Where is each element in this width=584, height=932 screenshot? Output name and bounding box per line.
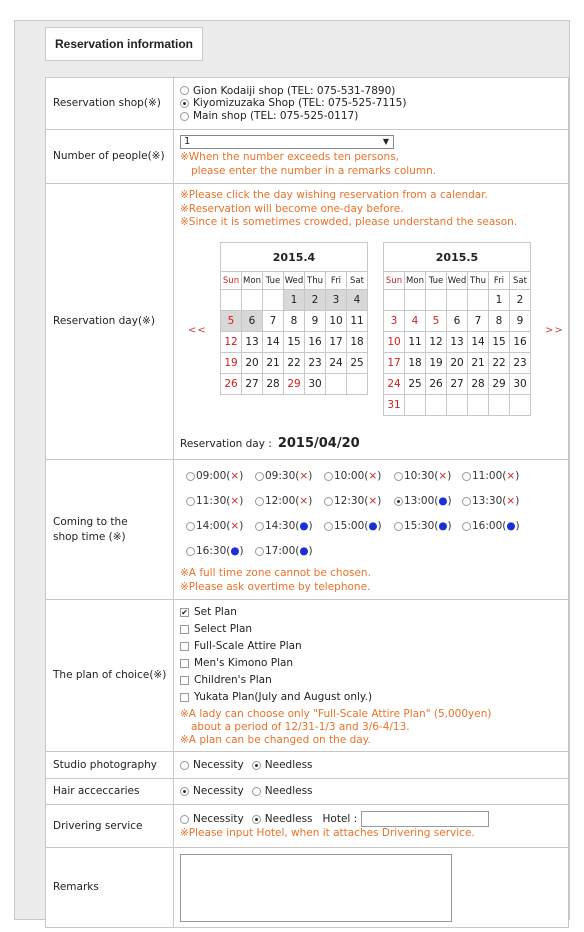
time-slot[interactable]	[186, 520, 243, 532]
weekday-header: Wed	[447, 272, 468, 290]
paren: )	[308, 520, 313, 532]
calendar-empty-cell	[489, 395, 510, 416]
full-mark-icon: ×	[299, 495, 309, 507]
time-slot-radio[interactable]	[186, 497, 195, 506]
time-slot-radio[interactable]	[324, 522, 333, 531]
weekday-header: Mon	[405, 272, 426, 290]
time-slot-time: 15:30	[404, 520, 435, 532]
calendar-day[interactable]: 25	[347, 353, 368, 374]
paren: (	[502, 495, 507, 507]
calendar-day[interactable]: 26	[426, 374, 447, 395]
paren: (	[364, 470, 369, 482]
calendar-day[interactable]: 16	[305, 332, 326, 353]
calendar-day[interactable]: 6	[447, 311, 468, 332]
paren: )	[447, 520, 452, 532]
calendar-may	[383, 242, 531, 416]
calendar-empty-cell	[426, 290, 447, 311]
people-note-1: ※When the number exceeds ten persons,	[180, 150, 400, 163]
time-slot-radio[interactable]	[255, 497, 264, 506]
paren: (	[295, 545, 300, 557]
calendar-day[interactable]: 24	[384, 374, 405, 395]
calendar-day[interactable]: 8	[284, 311, 305, 332]
day-note-3: ※Since it is sometimes crowded, please understand the season.	[180, 216, 518, 229]
calendar-day[interactable]: 25	[405, 374, 426, 395]
paren: )	[239, 520, 244, 532]
available-mark-icon: ●	[438, 495, 448, 507]
paren: (	[434, 495, 439, 507]
plan-option-label: Men's Kimono Plan	[194, 657, 294, 670]
calendar-day[interactable]: 19	[426, 353, 447, 374]
time-slot-radio[interactable]	[255, 547, 264, 556]
time-slot-radio[interactable]	[255, 472, 264, 481]
shop-option-main[interactable]	[180, 110, 568, 123]
plan-option-label: Yukata Plan(July and August only.)	[194, 691, 373, 704]
calendar-day[interactable]: 22	[284, 353, 305, 374]
studio-label: Studio photography	[46, 752, 174, 779]
calendar-day[interactable]: 9	[510, 311, 531, 332]
next-month-button[interactable]: >>	[545, 325, 564, 336]
calendar-empty-cell	[384, 290, 405, 311]
calendar-day[interactable]: 23	[305, 353, 326, 374]
calendar-day[interactable]: 2	[510, 290, 531, 311]
weekday-header: Wed	[284, 272, 305, 290]
calendar-day[interactable]: 29	[284, 374, 305, 395]
shop-option-label: Gion Kodaiji shop (TEL: 075-531-7890)	[193, 84, 396, 97]
time-slot-radio[interactable]	[462, 522, 471, 531]
calendar-day[interactable]: 20	[242, 353, 263, 374]
calendar-empty-cell	[447, 290, 468, 311]
calendar-day[interactable]: 3	[384, 311, 405, 332]
calendar-day[interactable]: 13	[242, 332, 263, 353]
paren: )	[447, 470, 452, 482]
paren: (	[295, 520, 300, 532]
calendar-day: 6	[242, 311, 263, 332]
time-note-2: ※Please ask overtime by telephone.	[180, 580, 371, 593]
time-slot[interactable]	[324, 495, 381, 507]
remarks-label: Remarks	[46, 848, 174, 928]
calendar-day[interactable]: 8	[489, 311, 510, 332]
available-mark-icon: ●	[438, 520, 448, 532]
calendar-day[interactable]: 27	[447, 374, 468, 395]
time-label-line: Coming to the	[53, 516, 128, 529]
full-mark-icon: ×	[368, 470, 378, 482]
calendar-day[interactable]: 17	[326, 332, 347, 353]
calendar-month-title: 2015.5	[384, 243, 531, 272]
time-slot[interactable]	[462, 470, 519, 482]
full-mark-icon: ×	[230, 470, 240, 482]
time-slot-radio[interactable]	[186, 547, 195, 556]
paren: )	[239, 470, 244, 482]
calendar-empty-cell	[468, 290, 489, 311]
day-note-2: ※Reservation will become one-day before.	[180, 202, 404, 215]
weekday-header: Fri	[326, 272, 347, 290]
time-slot-radio[interactable]	[462, 497, 471, 506]
calendar-day: 4	[347, 290, 368, 311]
calendar-day[interactable]: 31	[384, 395, 405, 416]
calendar-day[interactable]: 11	[347, 311, 368, 332]
paren: )	[515, 495, 520, 507]
hair-needless-label: Needless	[264, 785, 313, 798]
people-select-value: 1	[184, 136, 191, 148]
time-slot-time: 11:00	[472, 470, 503, 482]
time-slot-radio[interactable]	[462, 472, 471, 481]
calendar-day[interactable]: 13	[447, 332, 468, 353]
calendar-day[interactable]: 1	[489, 290, 510, 311]
selected-day-label: Reservation day :	[180, 438, 272, 450]
calendar-day[interactable]: 9	[305, 311, 326, 332]
calendar-day: 5	[221, 311, 242, 332]
driver-label: Drivering service	[46, 805, 174, 848]
checkmark-icon[interactable]: ✔	[181, 608, 188, 617]
time-slot-time: 09:30	[265, 470, 296, 482]
driver-note: ※Please input Hotel, when it attaches Drivering service.	[180, 827, 475, 840]
calendar-day[interactable]: 19	[221, 353, 242, 374]
studio-needless-radio[interactable]	[252, 761, 261, 770]
shop-option-label: Main shop (TEL: 075-525-0117)	[193, 109, 359, 122]
calendar-day[interactable]: 7	[468, 311, 489, 332]
full-mark-icon: ×	[368, 495, 378, 507]
calendar-april	[220, 242, 368, 395]
calendar-day[interactable]: 23	[510, 353, 531, 374]
plan-option-full-scale[interactable]	[180, 638, 568, 655]
time-slot-time: 16:30	[196, 545, 227, 557]
hair-needless-radio[interactable]	[252, 787, 261, 796]
time-slot-radio[interactable]	[394, 497, 403, 506]
paren: )	[239, 545, 244, 557]
paren: (	[295, 470, 300, 482]
shop-option-kiyomizuzaka[interactable]	[180, 97, 568, 110]
calendar-day[interactable]: 21	[263, 353, 284, 374]
time-slot-time: 15:00	[334, 520, 365, 532]
available-mark-icon: ●	[299, 520, 309, 532]
plan-note-3: ※A plan can be changed on the day.	[180, 734, 371, 746]
time-slot[interactable]	[186, 470, 243, 482]
time-slot-time: 09:00	[196, 470, 227, 482]
time-slot-radio[interactable]	[186, 472, 195, 481]
time-slot[interactable]	[462, 495, 519, 507]
calendar-day[interactable]: 17	[384, 353, 405, 374]
full-mark-icon: ×	[506, 495, 516, 507]
calendar-day: 3	[326, 290, 347, 311]
weekday-header: Thu	[305, 272, 326, 290]
plan-option-label: Set Plan	[194, 606, 237, 619]
driver-needless-radio[interactable]	[252, 815, 261, 824]
hotel-label: Hotel :	[322, 812, 358, 825]
shop-radio-gion[interactable]	[180, 86, 189, 95]
paren: (	[226, 470, 231, 482]
calendar-day: 2	[305, 290, 326, 311]
calendar-day[interactable]: 28	[263, 374, 284, 395]
time-slot[interactable]	[255, 470, 312, 482]
time-slot[interactable]	[394, 495, 452, 507]
studio-necessity-radio[interactable]	[180, 761, 189, 770]
calendar-day[interactable]: 29	[489, 374, 510, 395]
driver-necessity-label: Necessity	[193, 812, 244, 825]
time-label-line: shop time (※)	[53, 530, 126, 543]
shop-radio-kiyomizuzaka[interactable]	[180, 99, 189, 108]
driver-necessity-radio[interactable]	[180, 815, 189, 824]
calendar-day[interactable]: 5	[426, 311, 447, 332]
calendar-day: 1	[284, 290, 305, 311]
full-mark-icon: ×	[506, 470, 516, 482]
plan-checkbox[interactable]	[180, 659, 189, 668]
paren: (	[226, 545, 231, 557]
calendar-empty-cell	[405, 395, 426, 416]
time-slot-time: 12:00	[265, 495, 296, 507]
calendar-day[interactable]: 30	[510, 374, 531, 395]
calendar-day[interactable]: 15	[489, 332, 510, 353]
time-slot-radio[interactable]	[394, 472, 403, 481]
paren: (	[295, 495, 300, 507]
day-label: Reservation day(※)	[46, 184, 174, 460]
time-slot-time: 10:00	[334, 470, 365, 482]
paren: )	[308, 495, 313, 507]
weekday-header: Sat	[510, 272, 531, 290]
plan-checkbox[interactable]	[180, 693, 189, 702]
time-slot[interactable]	[394, 470, 451, 482]
paren: )	[377, 495, 382, 507]
people-label: Number of people(※)	[46, 130, 174, 184]
available-mark-icon: ●	[506, 520, 516, 532]
full-mark-icon: ×	[438, 470, 448, 482]
paren: )	[308, 470, 313, 482]
reservation-fieldset	[14, 20, 570, 920]
reservation-form	[45, 77, 569, 928]
time-slot-time: 13:00	[404, 495, 435, 507]
calendar-empty-cell	[347, 374, 368, 395]
calendar-day[interactable]: 18	[347, 332, 368, 353]
weekday-header: Thu	[468, 272, 489, 290]
weekday-header: Mon	[242, 272, 263, 290]
calendar-day[interactable]: 28	[468, 374, 489, 395]
time-slot-radio[interactable]	[394, 522, 403, 531]
calendar-day[interactable]: 20	[447, 353, 468, 374]
calendar-empty-cell	[221, 290, 242, 311]
weekday-header: Tue	[426, 272, 447, 290]
time-slot[interactable]	[324, 470, 381, 482]
calendar-empty-cell	[510, 395, 531, 416]
calendar-empty-cell	[426, 395, 447, 416]
time-slot-radio[interactable]	[324, 472, 333, 481]
paren: )	[377, 520, 382, 532]
paren: (	[226, 495, 231, 507]
remarks-textarea[interactable]	[180, 854, 452, 922]
time-slot[interactable]	[255, 545, 313, 557]
paren: (	[502, 520, 507, 532]
prev-month-button[interactable]: <<	[188, 325, 207, 336]
plan-checkbox[interactable]	[180, 676, 189, 685]
time-note-1: ※A full time zone cannot be chosen.	[180, 567, 371, 579]
time-slot-time: 17:00	[265, 545, 296, 557]
calendar-day[interactable]: 21	[468, 353, 489, 374]
weekday-header: Tue	[263, 272, 284, 290]
plan-option-mens-kimono[interactable]	[180, 655, 568, 672]
time-slot-time: 16:00	[472, 520, 503, 532]
plan-checkbox[interactable]	[180, 625, 189, 634]
hair-label: Hair acceccaries	[46, 779, 174, 805]
plan-label: The plan of choice(※)	[46, 600, 174, 752]
plan-option-label: Full-Scale Attire Plan	[194, 640, 302, 653]
calendar-day[interactable]: 10	[326, 311, 347, 332]
paren: (	[364, 495, 369, 507]
studio-needless-label: Needless	[264, 758, 313, 771]
plan-note-2: about a period of 12/31-1/3 and 3/6-4/13.	[191, 721, 410, 733]
calendar-day[interactable]: 22	[489, 353, 510, 374]
paren: )	[515, 520, 520, 532]
calendar-day[interactable]: 12	[426, 332, 447, 353]
studio-necessity-label: Necessity	[193, 758, 244, 771]
selected-day-value: 2015/04/20	[277, 436, 360, 451]
hotel-input[interactable]	[361, 811, 489, 827]
day-note-1: ※Please click the day wishing reservation from a calendar.	[180, 189, 488, 201]
paren: (	[434, 470, 439, 482]
time-slot-time: 14:00	[196, 520, 227, 532]
paren: )	[239, 495, 244, 507]
time-slot[interactable]	[186, 495, 243, 507]
hair-necessity-radio[interactable]	[180, 787, 189, 796]
calendar-day[interactable]: 18	[405, 353, 426, 374]
time-slot-time: 12:30	[334, 495, 365, 507]
calendar-empty-cell	[263, 290, 284, 311]
calendar-empty-cell	[242, 290, 263, 311]
time-slot[interactable]	[255, 520, 313, 532]
available-mark-icon: ●	[368, 520, 378, 532]
paren: (	[502, 470, 507, 482]
paren: )	[447, 495, 452, 507]
shop-label: Reservation shop(※)	[46, 78, 174, 130]
time-slot-radio[interactable]	[186, 522, 195, 531]
weekday-header: Sun	[221, 272, 242, 290]
shop-options	[174, 78, 569, 130]
time-label	[46, 460, 174, 600]
paren: (	[226, 520, 231, 532]
time-slot-time: 11:30	[196, 495, 227, 507]
calendar-day[interactable]: 14	[263, 332, 284, 353]
paren: )	[377, 470, 382, 482]
plan-checkbox[interactable]	[180, 642, 189, 651]
paren: )	[515, 470, 520, 482]
shop-radio-main[interactable]	[180, 112, 189, 121]
available-mark-icon: ●	[230, 545, 240, 557]
calendar-day[interactable]: 15	[284, 332, 305, 353]
time-slot-radio[interactable]	[324, 497, 333, 506]
full-mark-icon: ×	[299, 470, 309, 482]
hair-necessity-label: Necessity	[193, 785, 244, 798]
calendar-empty-cell	[468, 395, 489, 416]
time-slot-time: 14:30	[265, 520, 296, 532]
calendar-day[interactable]: 16	[510, 332, 531, 353]
plan-option-yukata[interactable]	[180, 689, 568, 706]
plan-options	[174, 600, 569, 752]
time-slot[interactable]	[394, 520, 452, 532]
full-mark-icon: ×	[230, 495, 240, 507]
plan-option-childrens[interactable]	[180, 672, 568, 689]
calendar-day[interactable]: 24	[326, 353, 347, 374]
dropdown-arrow-icon: ▼	[382, 137, 389, 147]
weekday-header: Sat	[347, 272, 368, 290]
calendar-month-title: 2015.4	[221, 243, 368, 272]
calendar-day[interactable]: 14	[468, 332, 489, 353]
calendar-day[interactable]: 12	[221, 332, 242, 353]
paren: (	[434, 520, 439, 532]
people-note-2: please enter the number in a remarks column.	[191, 164, 437, 177]
time-slot-time: 10:30	[404, 470, 435, 482]
calendar-day[interactable]: 7	[263, 311, 284, 332]
paren: (	[364, 520, 369, 532]
time-slot-time: 13:30	[472, 495, 503, 507]
time-slots	[174, 460, 569, 600]
calendar-cell	[174, 184, 569, 460]
driver-needless-label: Needless	[264, 812, 313, 825]
calendar-empty-cell	[326, 374, 347, 395]
plan-note-1: ※A lady can choose only "Full-Scale Attire Plan" (5,000yen)	[180, 708, 492, 720]
time-slot[interactable]	[186, 545, 244, 557]
calendar-day[interactable]: 11	[405, 332, 426, 353]
time-slot[interactable]	[462, 520, 520, 532]
shop-option-gion[interactable]	[180, 85, 568, 98]
calendar-empty-cell	[405, 290, 426, 311]
plan-option-set[interactable]	[180, 604, 568, 621]
calendar-day[interactable]: 27	[242, 374, 263, 395]
full-mark-icon: ×	[230, 520, 240, 532]
weekday-header: Fri	[489, 272, 510, 290]
available-mark-icon: ●	[299, 545, 309, 557]
calendar-day[interactable]: 30	[305, 374, 326, 395]
shop-option-label: Kiyomizuzaka Shop (TEL: 075-525-7115)	[193, 97, 407, 110]
weekday-header: Sun	[384, 272, 405, 290]
plan-option-select[interactable]	[180, 621, 568, 638]
people-select[interactable]	[180, 135, 394, 149]
time-slot[interactable]	[324, 520, 382, 532]
time-slot-radio[interactable]	[255, 522, 264, 531]
paren: )	[308, 545, 313, 557]
calendar-day[interactable]: 10	[384, 332, 405, 353]
section-title: Reservation information	[45, 27, 203, 61]
plan-option-label: Children's Plan	[194, 674, 272, 687]
calendar-empty-cell	[447, 395, 468, 416]
time-slot[interactable]	[255, 495, 312, 507]
calendar-day[interactable]: 4	[405, 311, 426, 332]
plan-option-label: Select Plan	[194, 623, 253, 636]
calendar-day[interactable]: 26	[221, 374, 242, 395]
